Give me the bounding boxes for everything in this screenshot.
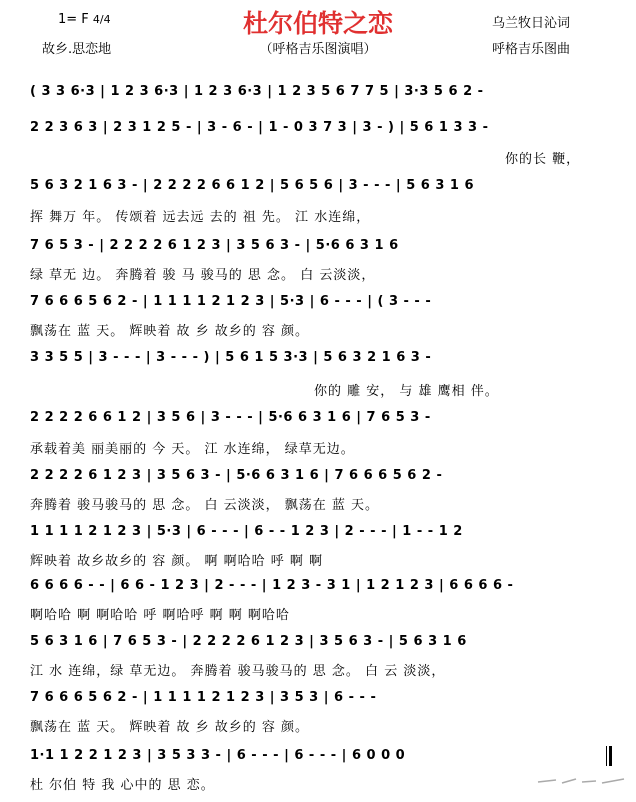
notation-line-9: 1 1 1 1 2 1 2 3 | 5·3 | 6 - - - | 6 - - 1 2 3 | 2 - - - | 1 - - 1 2: [30, 524, 463, 539]
key-signature: [58, 12, 111, 27]
lyricist-credit: 乌兰牧日沁词: [492, 16, 571, 31]
notation-line-2: 2 2 3 6 3 | 2 3 1 2 5 - | 3 - 6 - | 1 - 0 3 7 3 | 3 - ) | 5 6 1 3 3 -: [30, 120, 489, 135]
notation-line-3: 5 6 3 2 1 6 3 - | 2 2 2 2 6 6 1 2 | 5 6 5 6 | 3 - - - | 5 6 3 1 6: [30, 178, 475, 193]
notation-line-13: 1·1 1 2 2 1 2 3 | 3 5 3 3 - | 6 - - - | 6 - - - | 6 0 0 0: [30, 748, 406, 763]
notation-line-10: 6 6 6 6 - - | 6 6 - 1 2 3 | 2 - - - | 1 2 3 - 3 1 | 1 2 1 2 3 | 6 6 6 6 -: [30, 578, 514, 593]
notation-line-12: 7 6 6 6 5 6 2 - | 1 1 1 1 2 1 2 3 | 3 5 3 | 6 - - -: [30, 690, 377, 705]
lyric-line-9: 辉映着 故乡故乡的 容 颜。 啊 啊哈哈 呼 啊 啊: [30, 554, 324, 569]
notation-line-11: 5 6 3 1 6 | 7 6 5 3 - | 2 2 2 2 6 1 2 3 | 3 5 6 3 - | 5 6 3 1 6: [30, 634, 467, 649]
singer-credit: （呼格吉乐图演唱）: [259, 42, 377, 57]
lyric-line-2: 你的长 鞭，: [505, 152, 581, 167]
time-signature: 4/4: [92, 13, 111, 26]
lyric-line-13: 杜 尔伯 特 我 心中的 思 恋。: [30, 778, 215, 793]
key-label: 1= F: [58, 12, 89, 27]
lyric-line-10: 啊哈哈 啊 啊哈哈 呼 啊哈呼 啊 啊 啊哈哈: [30, 608, 290, 623]
lyric-line-7: 承载着美 丽美丽的 今 天。 江 水连绵， 绿草无边。: [30, 442, 355, 457]
lyric-line-5: 飘荡在 蓝 天。 辉映着 故 乡 故乡的 容 颜。: [30, 324, 310, 339]
lyric-line-3: 挥 舞万 年。 传颂着 远去远 去的 祖 先。 江 水连绵，: [30, 210, 371, 225]
notation-line-6: 3 3 5 5 | 3 - - - | 3 - - - ) | 5 6 1 5 3·3 | 5 6 3 2 1 6 3 -: [30, 350, 432, 365]
final-barline-thin: [606, 746, 607, 766]
watermark-scribble: [536, 770, 628, 788]
final-barline-thick: [609, 746, 612, 766]
notation-line-8: 2 2 2 2 6 1 2 3 | 3 5 6 3 - | 5·6 6 3 1 6 | 7 6 6 6 5 6 2 -: [30, 468, 443, 483]
notation-line-7: 2 2 2 2 6 6 1 2 | 3 5 6 | 3 - - - | 5·6 6 3 1 6 | 7 6 5 3 -: [30, 410, 431, 425]
composer-credit: 呼格吉乐图曲: [492, 42, 571, 57]
lyric-line-4: 绿 草无 边。 奔腾着 骏 马 骏马的 思 念。 白 云淡淡，: [30, 268, 376, 283]
notation-line-1: ( 3 3 6·3 | 1 2 3 6·3 | 1 2 3 6·3 | 1 2 3 5 6 7 7 5 | 3·3 5 6 2 -: [30, 84, 484, 99]
song-title: 杜尔伯特之恋: [242, 9, 393, 38]
lyric-line-8: 奔腾着 骏马骏马的 思 念。 白 云淡淡， 飘荡在 蓝 天。: [30, 498, 380, 513]
notation-line-4: 7 6 5 3 - | 2 2 2 2 6 1 2 3 | 3 5 6 3 - | 5·6 6 3 1 6: [30, 238, 399, 253]
notation-line-5: 7 6 6 6 5 6 2 - | 1 1 1 1 2 1 2 3 | 5·3 | 6 - - - | ( 3 - - -: [30, 294, 432, 309]
lyric-line-6: 你的 雕 安， 与 雄 鹰相 伴。: [314, 384, 499, 399]
subtitle: 故乡.思恋地: [42, 42, 112, 57]
lyric-line-12: 飘荡在 蓝 天。 辉映着 故 乡 故乡的 容 颜。: [30, 720, 310, 735]
lyric-line-11: 江 水 连绵，绿 草无边。 奔腾着 骏马骏马的 思 念。 白 云 淡淡，: [30, 664, 446, 679]
